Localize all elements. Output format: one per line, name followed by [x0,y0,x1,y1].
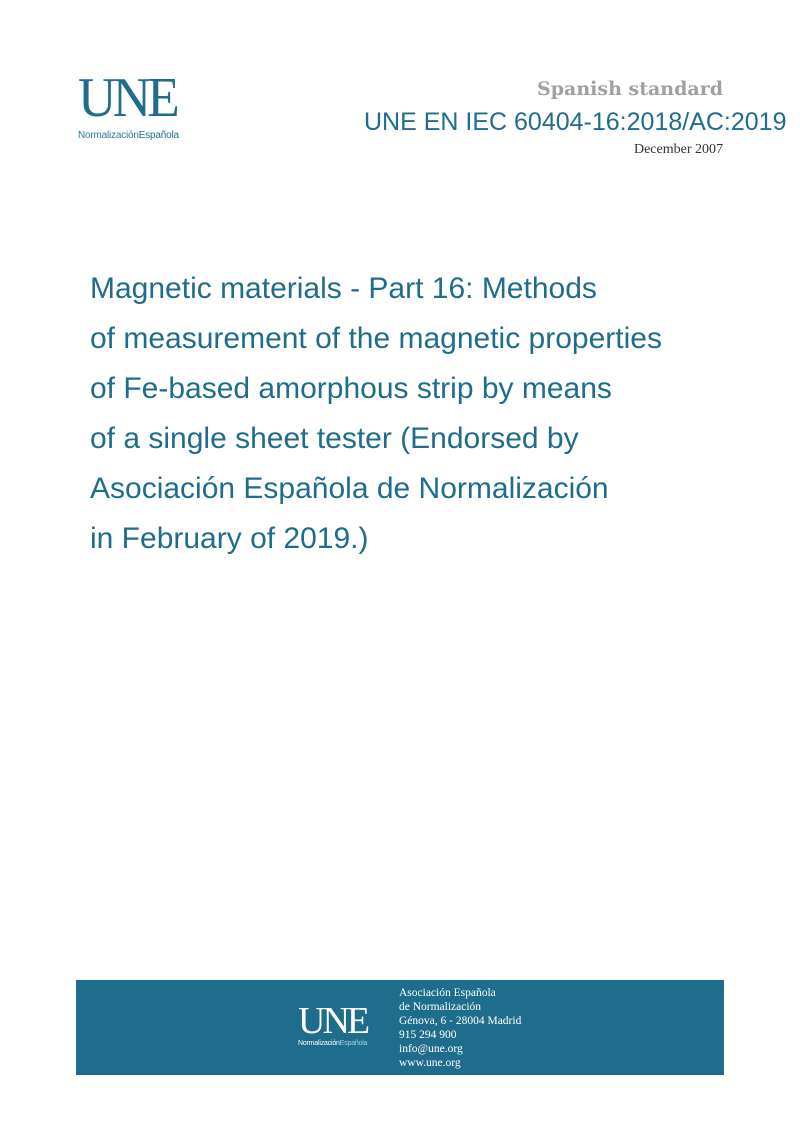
footer-org-name-1: Asociación Española [399,987,496,999]
footer-banner [76,980,724,1075]
logo-subtitle-a: Normalización [78,130,139,141]
standard-date: December 2007 [633,142,723,157]
footer-une-logo [298,1000,388,1047]
footer-contact-info [399,986,521,1070]
footer-website-link[interactable]: www.une.org [399,1057,461,1069]
title-line: Magnetic materials - Part 16: Methods [90,272,597,305]
title-line: of measurement of the magnetic properties [90,322,662,355]
title-line: of Fe-based amorphous strip by means [90,372,612,405]
logo-wordmark: UNE [78,67,176,129]
footer-address: Génova, 6 - 28004 Madrid [399,1015,522,1027]
footer-logo-subtitle-b: Española [339,1040,368,1047]
une-logo [78,67,198,141]
document-title [90,264,730,564]
standard-code: UNE EN IEC 60404-16:2018/AC:2019 [364,108,787,136]
logo-subtitle [78,130,198,141]
footer-org-name-2: de Normalización [399,1001,482,1013]
title-line: Asociación Española de Normalización [90,472,609,505]
footer-logo-wordmark: UNE [298,1000,368,1042]
title-line: of a single sheet tester (Endorsed by [90,422,579,455]
footer-email-link[interactable]: info@une.org [399,1043,463,1055]
footer-logo-subtitle [298,1040,388,1047]
footer-logo-subtitle-a: Normalización [298,1040,340,1047]
standard-type-label: Spanish standard [537,78,723,100]
footer-phone: 915 294 900 [399,1029,457,1041]
logo-subtitle-b: Española [138,130,179,141]
title-line: in February of 2019.) [90,522,369,555]
